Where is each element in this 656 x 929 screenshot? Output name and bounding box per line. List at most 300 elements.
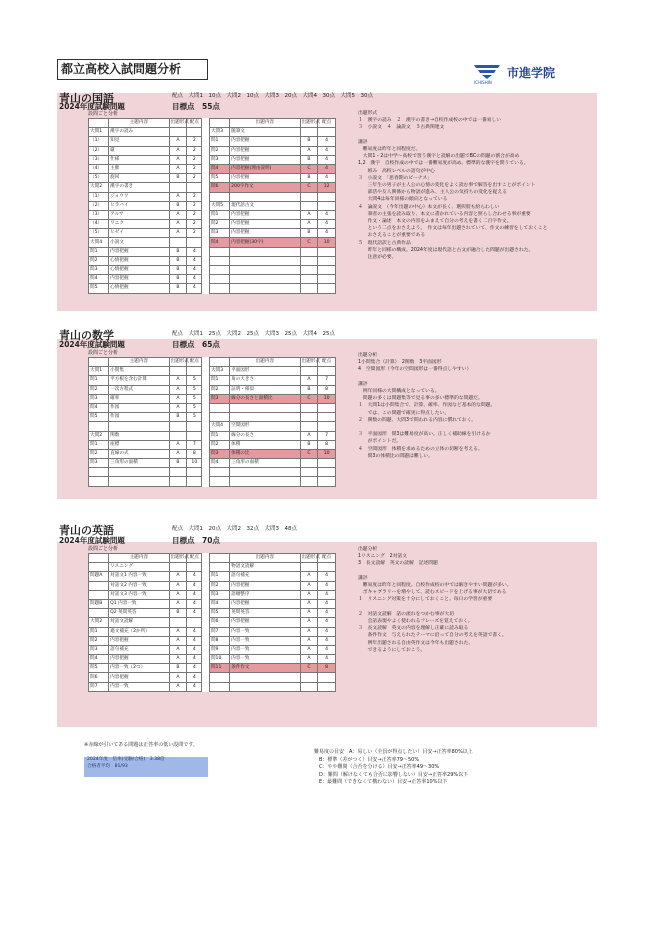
table-cell: B <box>169 174 187 183</box>
table-cell: Q1 内容一致 <box>109 599 169 608</box>
table-cell <box>202 229 210 238</box>
table-cell: 問2 <box>209 581 229 590</box>
table-cell: 10 <box>318 394 336 403</box>
table-cell: B <box>169 284 187 293</box>
table-cell <box>187 477 202 486</box>
table-cell <box>89 581 109 590</box>
header-cell: 主題内容 <box>109 358 169 367</box>
table-cell: 2 <box>187 192 202 201</box>
table-cell <box>318 367 336 376</box>
table-cell: 4 <box>318 155 336 164</box>
table-cell: A <box>300 210 318 219</box>
table-row <box>89 431 336 440</box>
table-cell <box>318 266 336 275</box>
table-cell <box>209 284 229 293</box>
header-cell: 配点 <box>318 119 336 128</box>
table-cell: A <box>169 164 187 173</box>
table-cell: A <box>169 572 187 581</box>
table-cell <box>318 468 336 477</box>
table-cell: 内容把握 <box>230 229 301 238</box>
table-cell: 7 <box>318 431 336 440</box>
table-cell <box>202 645 210 654</box>
table-cell: 問2 <box>89 636 109 645</box>
table-cell: B <box>169 256 187 265</box>
section-title: 青山の英語 <box>59 524 114 537</box>
table-cell: 問4 <box>209 164 229 173</box>
table-cell <box>318 422 336 431</box>
table-cell <box>187 367 202 376</box>
table-cell <box>230 682 301 691</box>
table-cell: 問9 <box>209 645 229 654</box>
table-row <box>89 477 336 486</box>
table-cell: A <box>169 590 187 599</box>
table-cell: A <box>300 220 318 229</box>
table-cell <box>169 563 187 572</box>
table-cell: 問3 <box>89 394 109 403</box>
table-cell: 問6 <box>209 183 229 192</box>
table-cell: B <box>169 275 187 284</box>
table-cell: 条件作文 <box>230 664 301 673</box>
header-cell <box>89 554 109 563</box>
table-cell <box>318 682 336 691</box>
table-cell: A <box>300 376 318 385</box>
table-cell: 平方根を含む計算 <box>109 376 169 385</box>
table-cell: 問3 <box>89 459 109 468</box>
table-cell <box>300 128 318 137</box>
table-cell: 問2 <box>209 385 229 394</box>
section-subtitle: 2024年度試験問題 <box>59 536 125 545</box>
table-cell: A <box>300 146 318 155</box>
table-cell: 体積 <box>230 440 301 449</box>
table-cell: （2） <box>89 146 109 155</box>
table-cell: ヒゼイ <box>109 229 169 238</box>
table-cell: A <box>169 403 187 412</box>
table-cell: B <box>169 664 187 673</box>
table-row <box>89 673 336 682</box>
table-cell: 内容把握 <box>109 655 169 664</box>
table-cell: B <box>169 201 187 210</box>
table-cell: 問題B <box>89 599 109 608</box>
table-cell: 線分の長さ <box>230 431 301 440</box>
table-cell: 4 <box>187 284 202 293</box>
header-cell: 出題形式 <box>169 119 187 128</box>
table-cell: 8 <box>187 449 202 458</box>
table-cell: 大問1 <box>89 128 109 137</box>
table-cell <box>202 581 210 590</box>
table-cell: 三角形の面積 <box>230 459 301 468</box>
table-cell: 2 <box>187 201 202 210</box>
table-cell: A <box>169 627 187 636</box>
table-cell <box>209 247 229 256</box>
table-cell: 4 <box>318 146 336 155</box>
table-cell: 内容一致 <box>230 636 301 645</box>
table-cell: B <box>169 413 187 422</box>
table-cell: 作図 <box>109 403 169 412</box>
table-cell: 4 <box>318 229 336 238</box>
table-cell <box>209 403 229 412</box>
table-row <box>89 275 336 284</box>
table-cell <box>318 256 336 265</box>
table-row <box>89 422 336 431</box>
table-cell: 主催 <box>109 164 169 173</box>
target-score: 目標点 65点 <box>172 340 220 349</box>
table-cell: 問5 <box>89 284 109 293</box>
table-cell: A <box>300 618 318 627</box>
table-cell: ヒラバイ <box>109 201 169 210</box>
table-cell: B <box>300 174 318 183</box>
table-cell: 大問4 <box>209 422 229 431</box>
header-cell: 配点 <box>318 554 336 563</box>
table-cell: 4 <box>187 609 202 618</box>
table-cell <box>230 413 301 422</box>
table-cell: 2 <box>187 146 202 155</box>
table-row <box>89 655 336 664</box>
table-cell: A <box>169 599 187 608</box>
table-cell: 問2 <box>89 449 109 458</box>
table-cell <box>300 192 318 201</box>
table-row <box>89 403 336 412</box>
table-cell <box>202 673 210 682</box>
table-row <box>89 440 336 449</box>
table-cell: 8 <box>318 385 336 394</box>
table-cell: 問3 <box>89 645 109 654</box>
table-cell: 内容把握 <box>230 599 301 608</box>
analysis-notes: 出題分析 1リスニング 2対話文 3 長文読解 英文の読解 記述問題 講評 難易度は昨年と同程度。自校作成校の中では解きやすい問題が多い。 ボキャブラリーを増やして、読むスピードを上げる事が大切である １ リスニング対策を十分にしておくこと。毎日の学習が重要 ２ 対話文読解 話の流れをつかむ事が大切 会話表現やよく使われるフレーズを覚えておく。 ３ 長文読解 英文の内容を理解し正確に読み取る 条件作文 与えられたテーマに沿って自分の考えを英語で書く。 例年出題される自由英作文は今年も出題された。 できるようにしておこう。 <box>358 547 512 653</box>
table-cell: 対話文2 内容一致 <box>109 581 169 590</box>
table-cell <box>202 174 210 183</box>
stats-line-2: 合格者平均 81/93 <box>87 763 128 769</box>
table-cell: 心情把握 <box>109 256 169 265</box>
table-cell <box>300 468 318 477</box>
table-cell <box>202 655 210 664</box>
table-cell: A <box>169 673 187 682</box>
table-cell <box>202 201 210 210</box>
header-cell <box>209 554 229 563</box>
table-cell <box>209 275 229 284</box>
table-cell: 問2 <box>89 385 109 394</box>
table-cell: A <box>169 682 187 691</box>
table-cell: 4 <box>187 599 202 608</box>
table-cell: C <box>300 183 318 192</box>
table-cell: A <box>169 210 187 219</box>
table-cell <box>169 477 187 486</box>
table-cell <box>109 422 169 431</box>
table-cell <box>300 477 318 486</box>
table-caption: 設問ごと分析 <box>88 546 119 552</box>
table-cell: 内容一致 <box>230 655 301 664</box>
table-row <box>89 449 336 458</box>
table-cell: 問2 <box>209 220 229 229</box>
table-cell: 問10 <box>209 655 229 664</box>
table-row <box>89 256 336 265</box>
table-cell: 証明・相似 <box>230 385 301 394</box>
table-cell: 大問3 <box>209 367 229 376</box>
table-cell <box>202 238 210 247</box>
header-cell: 出題形式 <box>300 119 318 128</box>
table-cell <box>169 128 187 137</box>
table-cell: （5） <box>89 229 109 238</box>
table-cell <box>202 590 210 599</box>
table-cell <box>202 413 210 422</box>
table-cell: 大問2 <box>89 183 109 192</box>
table-cell: A <box>300 645 318 654</box>
header-cell: 出題形式 <box>169 554 187 563</box>
table-cell <box>202 403 210 412</box>
table-cell: A <box>169 229 187 238</box>
table-cell: B <box>300 229 318 238</box>
header-cell: 出題形式 <box>169 358 187 367</box>
table-row <box>89 284 336 293</box>
table-cell <box>209 468 229 477</box>
table-cell: A <box>169 655 187 664</box>
table-cell: 4 <box>318 627 336 636</box>
table-cell: 10 <box>318 449 336 458</box>
table-cell: 語句補充 <box>230 572 301 581</box>
table-cell <box>318 192 336 201</box>
table-cell: （4） <box>89 164 109 173</box>
table-cell: C <box>300 394 318 403</box>
table-cell <box>230 284 301 293</box>
table-cell: B <box>300 385 318 394</box>
table-cell: A <box>169 440 187 449</box>
table-cell: 2 <box>187 220 202 229</box>
table-cell: A <box>169 636 187 645</box>
table-cell: 2 <box>187 137 202 146</box>
table-cell <box>187 563 202 572</box>
target-score: 目標点 70点 <box>172 536 220 545</box>
table-row <box>89 266 336 275</box>
table-header-row <box>89 358 336 367</box>
table-cell: B <box>300 440 318 449</box>
table-cell: 問3 <box>209 394 229 403</box>
table-cell <box>169 183 187 192</box>
table-cell: 内容把握 <box>230 210 301 219</box>
table-cell: 問2 <box>89 256 109 265</box>
table-cell <box>89 590 109 599</box>
table-cell: 対話文1 内容一致 <box>109 572 169 581</box>
table-cell: （5） <box>89 174 109 183</box>
table-cell: 旋回 <box>109 174 169 183</box>
table-cell: 4 <box>318 572 336 581</box>
table-cell: 大問2 <box>89 431 109 440</box>
table-cell: 4 <box>187 266 202 275</box>
table-cell <box>202 618 210 627</box>
table-cell: 漢字の書き <box>109 183 169 192</box>
table-cell <box>318 413 336 422</box>
table-cell: 適文補充（2か所） <box>109 627 169 636</box>
table-row <box>89 376 336 385</box>
section-title: 青山の国語 <box>59 92 114 105</box>
table-cell: 大問1 <box>89 367 109 376</box>
table-cell: 4 <box>318 636 336 645</box>
table-cell <box>300 413 318 422</box>
admission-stats-box <box>84 757 208 777</box>
table-row <box>89 247 336 256</box>
header-cell <box>209 119 229 128</box>
table-cell <box>230 247 301 256</box>
table-cell <box>318 247 336 256</box>
table-row <box>89 618 336 627</box>
table-cell <box>318 563 336 572</box>
table-cell: 4 <box>187 627 202 636</box>
analysis-table <box>88 118 336 294</box>
table-row <box>89 609 336 618</box>
table-cell: 問4 <box>209 599 229 608</box>
header-cell: 配点 <box>187 119 202 128</box>
table-cell: 内容把握 <box>230 155 301 164</box>
table-cell: A <box>300 572 318 581</box>
table-cell: 仕様 <box>109 155 169 164</box>
table-row <box>89 164 336 173</box>
table-cell: 4 <box>318 590 336 599</box>
table-cell <box>300 673 318 682</box>
table-cell: 問7 <box>209 627 229 636</box>
table-cell: 4 <box>187 636 202 645</box>
table-cell <box>202 183 210 192</box>
table-cell: 12 <box>318 183 336 192</box>
table-cell <box>89 563 109 572</box>
table-cell: 随筆文 <box>230 128 301 137</box>
table-cell <box>169 618 187 627</box>
table-cell: 8 <box>318 664 336 673</box>
analysis-notes: 出題形式 １ 漢字の読み ２ 漢字の書き→自校作成校の中では一番易しい ３ 小説文 ４ 論説文 ５古典関連文 講評 難易度は昨年と同程度だ。 大問1・2は中学〜高校で習う漢字と読解の出題でBCの問題の割合が高め 1,2 漢字 自校作成の中では一番難易度が高め。標準的な漢字を問うている。 組み 高校レベルの語句が中心 ３ 小説文 「思春期のビーナス」 三年生の男子が主人公の心情の変化をよく読む事で解答を出すことがポイント 部活や友人関係から物語が進み、主人公の気持ちの変化を捉える 大問4は毎年同様の傾向となっている ４ 論説文 （今年出題の中心）本文が長く、選択肢も紛らわしい 筆者の主張を読み取り、本文に書かれている内容と照らし合わせる事が重要 作文・論述 本文の内容をふまえて自分の考えを書く二百字作文。 という二点をおさえよう。 作文は毎年出題されていて、作文の練習をしておくこと おさえることが重要である ５ 現代語訳と古典作品 昨年と同様の構成。2024年度は現代語と古文が融合した問題が出題された。 注意が必要。 <box>358 111 548 261</box>
table-cell <box>202 609 210 618</box>
table-cell <box>300 275 318 284</box>
table-cell <box>230 266 301 275</box>
table-cell <box>202 682 210 691</box>
table-cell <box>109 468 169 477</box>
table-cell: 問7 <box>89 682 109 691</box>
table-row <box>89 220 336 229</box>
table-cell: B <box>169 459 187 468</box>
table-cell: 2 <box>187 229 202 238</box>
table-cell <box>209 266 229 275</box>
table-cell: 内容把握 <box>230 581 301 590</box>
table-cell <box>169 468 187 477</box>
table-cell: 問3 <box>209 155 229 164</box>
table-cell: 問2 <box>209 146 229 155</box>
table-cell <box>202 627 210 636</box>
table-cell: 2 <box>187 174 202 183</box>
table-cell: 大問5 <box>209 201 229 210</box>
table-cell: 内容把握 <box>230 174 301 183</box>
table-cell: 内容把握(理由説明) <box>230 164 301 173</box>
table-cell: 角の大きさ <box>230 376 301 385</box>
table-cell: 座標 <box>109 440 169 449</box>
table-row <box>89 563 336 572</box>
table-cell: 関数 <box>109 431 169 440</box>
table-cell <box>202 636 210 645</box>
table-cell <box>202 155 210 164</box>
table-cell <box>202 431 210 440</box>
table-cell <box>209 192 229 201</box>
table-cell: A <box>169 376 187 385</box>
table-cell <box>202 128 210 137</box>
table-cell: 問3 <box>89 266 109 275</box>
table-cell: C <box>300 238 318 247</box>
table-cell <box>300 422 318 431</box>
table-cell: 問1 <box>209 572 229 581</box>
table-cell: 内容把握 <box>230 618 301 627</box>
table-cell <box>202 449 210 458</box>
table-cell: Q2 英問英答 <box>109 609 169 618</box>
table-cell: 200字作文 <box>230 183 301 192</box>
table-cell: 問1 <box>209 210 229 219</box>
table-row <box>89 367 336 376</box>
table-row <box>89 468 336 477</box>
table-cell: 4 <box>318 655 336 664</box>
header-cell: 配点 <box>187 554 202 563</box>
table-cell: A <box>300 627 318 636</box>
table-cell: 問1 <box>89 440 109 449</box>
table-cell: （1） <box>89 192 109 201</box>
table-cell <box>187 128 202 137</box>
table-cell: 内容把握 <box>109 673 169 682</box>
table-cell <box>300 682 318 691</box>
table-cell: A <box>300 599 318 608</box>
header-cell: 主題内容 <box>109 119 169 128</box>
table-cell <box>187 618 202 627</box>
table-cell: 現代語古文 <box>230 201 301 210</box>
table-cell: 10 <box>318 238 336 247</box>
table-row <box>89 146 336 155</box>
table-cell: 問5 <box>209 174 229 183</box>
table-cell: B <box>300 155 318 164</box>
analysis-notes: 出題分析 1小問集合（計算） 2関数 3平面図形 4 空間図形（今年の空間図形は一番得点しやすい） 講評 例年同様の大問構成となっている。 問題の多くは問題集等で見る事の多い標準的な問題だ。 １ 大問1は小問集合で、計算、確率、作図など基本的な問題。 では、この問題で確実に得点したい。 ２ 関数の問題、大問3で問われる内容に慣れておく。 ３ 平面図形 問3は難易度が高い。正しく補助線を引けるか がポイントだ。 ４ 空間図形 体積を求めるための立体の切断を考える。 問3の体積比の問題は難しい。 <box>358 353 496 459</box>
table-cell <box>202 275 210 284</box>
table-cell: 問5 <box>89 413 109 422</box>
table-cell: 4 <box>187 247 202 256</box>
table-cell: 内容把握 <box>230 137 301 146</box>
table-cell: 5 <box>187 403 202 412</box>
table-cell: 4 <box>318 210 336 219</box>
table-cell <box>202 422 210 431</box>
table-cell: 4 <box>318 581 336 590</box>
table-cell: 心情把握 <box>109 284 169 293</box>
table-cell: 4 <box>187 673 202 682</box>
table-cell: 内容一致 <box>230 627 301 636</box>
brand-name: 市進学院 <box>507 66 556 80</box>
section-points-header: 配点 大問1 10点 大問2 10点 大問3 20点 大問4 30点 大問5 30点 <box>172 93 373 99</box>
table-cell <box>109 477 169 486</box>
table-cell: 問4 <box>89 275 109 284</box>
table-cell: 確率 <box>109 394 169 403</box>
table-cell <box>230 403 301 412</box>
table-cell: 2 <box>187 164 202 173</box>
table-cell <box>187 183 202 192</box>
table-cell <box>187 468 202 477</box>
table-cell: 空間図形 <box>230 422 301 431</box>
table-cell: 三角形の面積 <box>109 459 169 468</box>
table-cell <box>202 256 210 265</box>
section-points-header: 配点 大問1 20点 大問2 32点 大問3 48点 <box>172 526 297 532</box>
table-cell <box>318 284 336 293</box>
table-cell: 内容把握 <box>109 636 169 645</box>
table-cell: 2 <box>187 210 202 219</box>
table-cell: 線分の長さと面積比 <box>230 394 301 403</box>
table-cell: A <box>169 192 187 201</box>
table-cell <box>318 403 336 412</box>
table-cell <box>202 266 210 275</box>
table-cell <box>230 192 301 201</box>
table-row <box>89 155 336 164</box>
table-cell <box>318 201 336 210</box>
table-cell <box>209 673 229 682</box>
table-cell <box>89 477 109 486</box>
table-cell <box>318 673 336 682</box>
table-cell <box>318 459 336 468</box>
table-cell: 問5 <box>209 609 229 618</box>
